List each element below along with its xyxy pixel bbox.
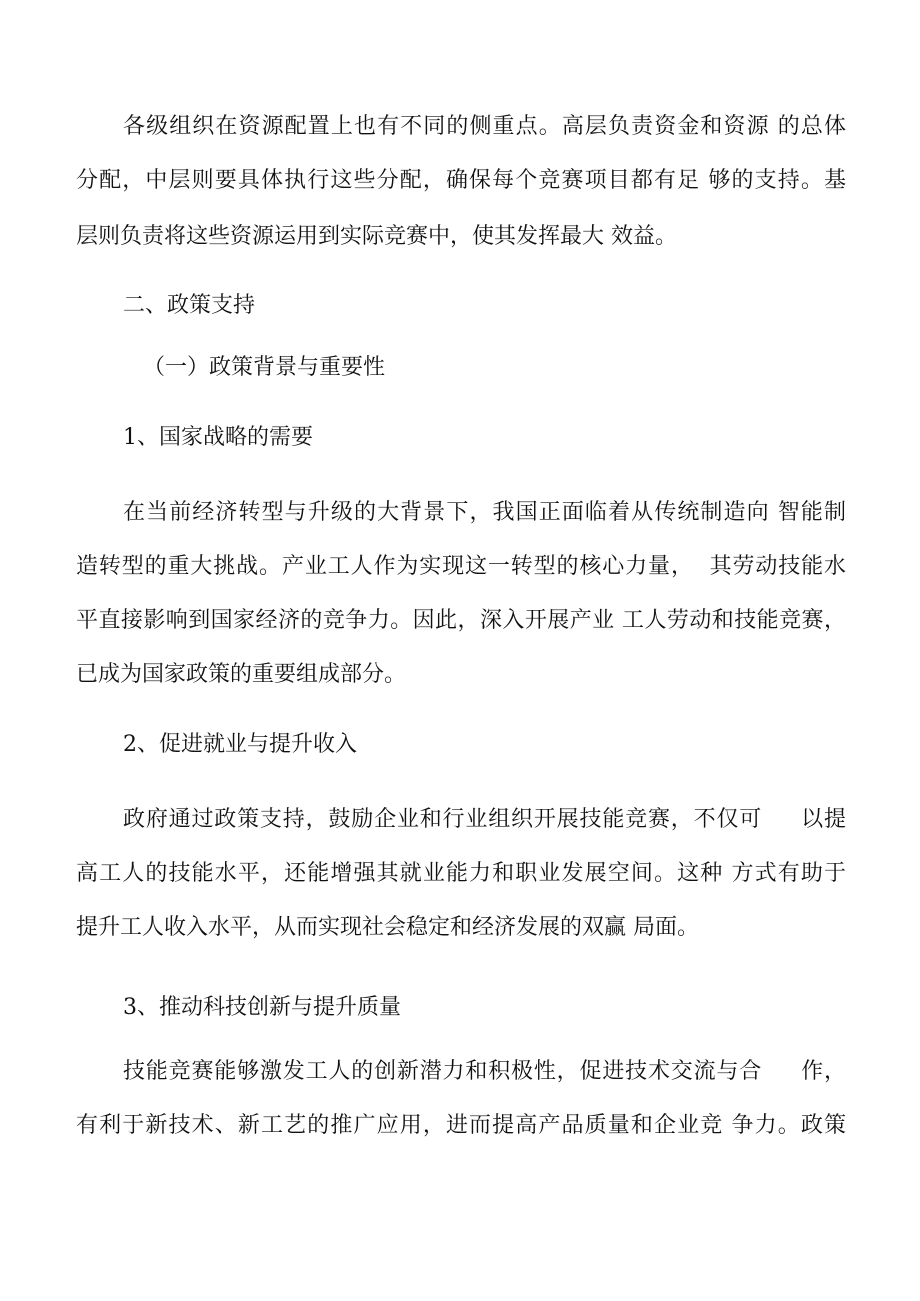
item-heading-employment-income: 2、促进就业与提升收入 bbox=[123, 732, 357, 757]
para4-line-2: 有利于新技术、新工艺的推广应用，进而提高产品质量和企业竞 争力。政策 bbox=[76, 1113, 846, 1138]
para2-line-3: 平直接影响到国家经济的竞争力。因此，深入开展产业 工人劳动和技能竞赛， bbox=[76, 608, 846, 633]
para3-line-2: 高工人的技能水平，还能增强其就业能力和职业发展空间。这种 方式有助于 bbox=[76, 861, 846, 886]
para2-line-2: 造转型的重大挑战。产业工人作为实现这一转型的核心力量， 其劳动技能水 bbox=[76, 554, 846, 579]
para2-line-4: 已成为国家政策的重要组成部分。 bbox=[76, 662, 407, 687]
para1-line-1: 各级组织在资源配置上也有不同的侧重点。高层负责资金和资源 的总体 bbox=[123, 114, 846, 139]
para3-line-3: 提升工人收入水平，从而实现社会稳定和经济发展的双赢 局面。 bbox=[76, 915, 699, 940]
subsection-heading-policy-background: （一）政策背景与重要性 bbox=[143, 355, 386, 380]
para1-line-2: 分配，中层则要具体执行这些分配，确保每个竞赛项目都有足 够的支持。基 bbox=[76, 168, 846, 193]
para3-line-1: 政府通过政策支持，鼓励企业和行业组织开展技能竞赛，不仅可 以提 bbox=[123, 807, 846, 832]
section-heading-policy-support: 二、政策支持 bbox=[123, 293, 256, 318]
para2-line-1: 在当前经济转型与升级的大背景下，我国正面临着从传统制造向 智能制 bbox=[123, 500, 846, 525]
para4-line-1: 技能竞赛能够激发工人的创新潜力和积极性，促进技术交流与合 作， bbox=[123, 1059, 846, 1084]
item-heading-national-strategy: 1、国家战略的需要 bbox=[123, 425, 313, 450]
item-heading-innovation-quality: 3、推动科技创新与提升质量 bbox=[123, 995, 401, 1020]
para1-line-3: 层则负责将这些资源运用到实际竞赛中，使其发挥最大 效益。 bbox=[76, 224, 677, 249]
